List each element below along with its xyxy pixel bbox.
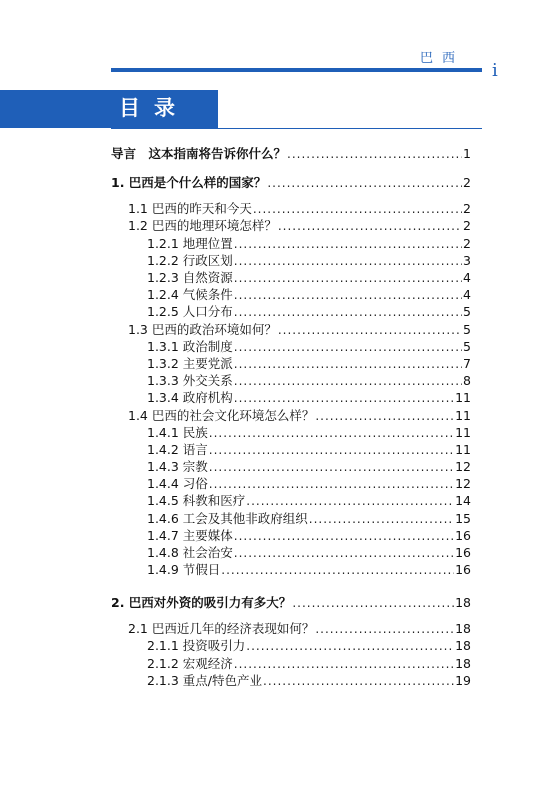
- toc-entry[interactable]: [147, 236, 471, 252]
- running-title: 巴西: [420, 51, 465, 66]
- toc-entry-title: 1. 巴西是个什么样的国家？: [111, 175, 267, 190]
- page-number: i: [492, 60, 498, 81]
- toc-entry-page: 12: [455, 476, 471, 491]
- toc-entry-title: 2. 巴西对外资的吸引力有多大？: [111, 595, 292, 610]
- toc-leader: [287, 146, 462, 162]
- toc-entry-title: 1.3.4 政府机构: [147, 390, 233, 405]
- toc-entry-page: 11: [455, 390, 471, 405]
- toc-entry-title: 1.1 巴西的昨天和今天: [128, 201, 252, 216]
- toc-leader: [234, 304, 462, 320]
- toc-entry-title: 1.4.1 民族: [147, 425, 208, 440]
- toc-entry-page: 19: [455, 673, 471, 688]
- toc-entry-page: 11: [455, 408, 471, 423]
- toc-entry[interactable]: [147, 425, 471, 441]
- toc-entry-page: 12: [455, 459, 471, 474]
- toc-entry[interactable]: [147, 656, 471, 672]
- toc-entry-page: 4: [463, 270, 471, 285]
- toc-entry[interactable]: [128, 408, 471, 424]
- toc-leader: [246, 638, 454, 654]
- toc-leader: [209, 476, 454, 492]
- toc-entry-page: 4: [463, 287, 471, 302]
- toc-entry-page: 3: [463, 253, 471, 268]
- toc-leader: [234, 287, 462, 303]
- toc-entry-title: 1.4.5 科教和医疗: [147, 493, 246, 508]
- toc-leader: [234, 339, 462, 355]
- toc-entry[interactable]: [147, 270, 471, 286]
- toc-leader: [234, 356, 462, 372]
- toc-entry-title: 1.4.9 节假日: [147, 562, 221, 577]
- toc-entry-title: 1.3.1 政治制度: [147, 339, 233, 354]
- toc-entry[interactable]: [147, 442, 471, 458]
- toc-leader: [315, 408, 454, 424]
- toc-entry-page: 18: [455, 621, 471, 636]
- toc-entry-page: 11: [455, 425, 471, 440]
- toc-entry[interactable]: [147, 356, 471, 372]
- toc-leader: [234, 545, 454, 561]
- toc-entry-title: 1.2.1 地理位置: [147, 236, 233, 251]
- toc-entry-page: 16: [455, 562, 471, 577]
- toc-entry-page: 16: [455, 545, 471, 560]
- toc-title: 目录: [119, 96, 189, 120]
- toc-entry-page: 7: [463, 356, 471, 371]
- toc-entry-title: 导言 这本指南将告诉你什么？: [111, 146, 287, 161]
- toc-entry-page: 18: [455, 595, 471, 610]
- toc-leader: [278, 322, 462, 338]
- toc-entry-title: 1.3.3 外交关系: [147, 373, 233, 388]
- toc-entry[interactable]: [147, 528, 471, 544]
- toc-entry-page: 11: [455, 442, 471, 457]
- toc-entry[interactable]: [147, 373, 471, 389]
- toc-leader: [209, 442, 454, 458]
- toc-leader: [263, 673, 454, 689]
- toc-entry-title: 1.4.8 社会治安: [147, 545, 233, 560]
- toc-entry-title: 1.3.2 主要党派: [147, 356, 233, 371]
- toc-entry[interactable]: [147, 673, 471, 689]
- toc-entry-page: 16: [455, 528, 471, 543]
- header-rule: [111, 68, 482, 72]
- toc-entry-page: 5: [463, 304, 471, 319]
- toc-entry-page: 2: [463, 175, 471, 190]
- toc-leader: [267, 175, 462, 191]
- toc-leader: [234, 236, 462, 252]
- toc-leader: [292, 595, 454, 611]
- toc-entry-title: 2.1.2 宏观经济: [147, 656, 233, 671]
- toc-entry-title: 1.4.4 习俗: [147, 476, 208, 491]
- toc-entry-page: 1: [463, 146, 471, 161]
- toc-entry-page: 18: [455, 638, 471, 653]
- toc-entry-page: 5: [463, 322, 471, 337]
- toc-entry[interactable]: [147, 511, 471, 527]
- toc-entry[interactable]: [128, 322, 471, 338]
- toc-entry-page: 15: [455, 511, 471, 526]
- toc-leader: [209, 425, 454, 441]
- toc-leader: [315, 621, 454, 637]
- toc-entry-title: 1.2.5 人口分布: [147, 304, 233, 319]
- toc-entry[interactable]: [111, 595, 471, 611]
- toc-entry-title: 1.4.2 语言: [147, 442, 208, 457]
- toc-entry-title: 2.1 巴西近几年的经济表现如何？: [128, 621, 315, 636]
- toc-leader: [253, 201, 462, 217]
- toc-leader: [278, 218, 462, 234]
- toc-entry[interactable]: [147, 390, 471, 406]
- toc-leader: [234, 656, 454, 672]
- toc-rule: [111, 128, 482, 129]
- toc-entry[interactable]: [147, 339, 471, 355]
- toc-entry-title: 1.2.4 气候条件: [147, 287, 233, 302]
- toc-entry-title: 1.4.3 宗教: [147, 459, 208, 474]
- toc-entry-title: 1.2 巴西的地理环境怎样？: [128, 218, 277, 233]
- toc-entry-page: 18: [455, 656, 471, 671]
- toc-entry-page: 2: [463, 236, 471, 251]
- toc-entry[interactable]: [111, 175, 471, 191]
- toc-leader: [209, 459, 454, 475]
- toc-entry-page: 5: [463, 339, 471, 354]
- toc-entry[interactable]: [147, 545, 471, 561]
- toc-leader: [246, 493, 454, 509]
- toc-leader: [234, 373, 462, 389]
- toc-entry[interactable]: [128, 621, 471, 637]
- toc-entry-title: 1.4 巴西的社会文化环境怎么样？: [128, 408, 315, 423]
- toc-entry-page: 14: [455, 493, 471, 508]
- toc-entry-title: 1.2.2 行政区划: [147, 253, 233, 268]
- toc-entry[interactable]: [147, 638, 471, 654]
- toc-leader: [309, 511, 454, 527]
- toc-entry[interactable]: [147, 253, 471, 269]
- toc-entry[interactable]: [147, 476, 471, 492]
- toc-entry-title: 1.4.6 工会及其他非政府组织: [147, 511, 308, 526]
- toc-leader: [234, 253, 462, 269]
- toc-entry[interactable]: [128, 218, 471, 234]
- toc-entry-page: 2: [463, 201, 471, 216]
- toc-entry[interactable]: [147, 493, 471, 509]
- toc-leader: [234, 528, 454, 544]
- toc-leader: [221, 562, 454, 578]
- toc-entry[interactable]: [128, 201, 471, 217]
- toc-entry-title: 1.4.7 主要媒体: [147, 528, 233, 543]
- toc-entry-title: 1.2.3 自然资源: [147, 270, 233, 285]
- toc-entry-title: 2.1.1 投资吸引力: [147, 638, 246, 653]
- toc-leader: [234, 270, 462, 286]
- toc-entry[interactable]: [147, 287, 471, 303]
- toc-entry[interactable]: [111, 146, 471, 162]
- toc-entry[interactable]: [147, 304, 471, 320]
- toc-entry-title: 1.3 巴西的政治环境如何？: [128, 322, 277, 337]
- toc-entry-page: 2: [463, 218, 471, 233]
- toc-entry-page: 8: [463, 373, 471, 388]
- toc-entry[interactable]: [147, 562, 471, 578]
- toc-entry-title: 2.1.3 重点/特色产业: [147, 673, 262, 688]
- toc-leader: [234, 390, 454, 406]
- toc-entry[interactable]: [147, 459, 471, 475]
